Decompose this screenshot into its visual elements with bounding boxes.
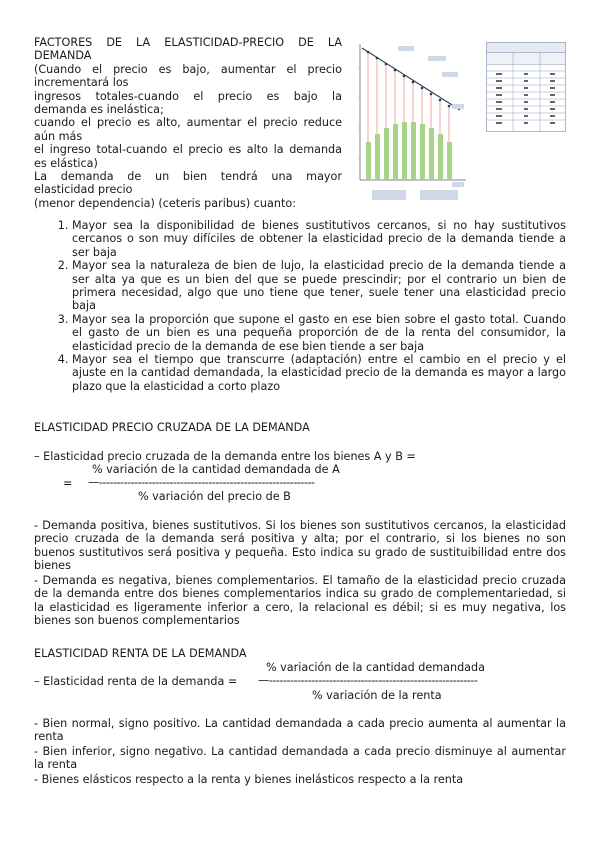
cross-elasticity-numerator: % variación de la cantidad demandada de A bbox=[92, 463, 340, 476]
list-item: 3. Mayor sea la proporción que supone el gasto en ese bien sobre el gasto total. Cuando el gasto de un bien es una pequeña proporción de de la renta del consumidor, la elasticidad precio de la demanda de ese bien tiende a ser baja bbox=[72, 313, 566, 353]
cross-elasticity-fraction-bar: —------------------------------------------------------------- bbox=[88, 476, 315, 489]
list-item: 1. Mayor sea la disponibilidad de bienes sustitutivos cercanos, si no hay sustitutivos cercanos o son muy difíciles de obtener la elasticidad precio de la demanda tiende a ser baja bbox=[72, 219, 566, 259]
income-elasticity-formula-label: – Elasticidad renta de la demanda = bbox=[34, 675, 238, 688]
cross-substitutes-paragraph: - Demanda positiva, bienes sustitutivos. Si los bienes son sustitutivos cercanos, la elasticidad precio cruzada de la demanda será positiva y alta; por el contrario, si los bienes no son buenos sustitutivos será positiva y pequeña. Esto indica su grado de sustituibilidad entre dos bienes bbox=[34, 519, 566, 573]
elasticity-table-thumbnail bbox=[486, 42, 566, 132]
section1-intro-block bbox=[34, 36, 342, 210]
intro-line-2: incrementará los bbox=[34, 76, 129, 90]
intro-line-5: cuando el precio es alto, aumentar el precio reduce bbox=[34, 116, 342, 130]
cross-elasticity-denominator: % variación del precio de B bbox=[138, 490, 291, 503]
list-item: 2. Mayor sea la naturaleza de bien de lujo, la elasticidad precio de la demanda tiende a ser alta ya que es un bien del que se puede prescindir; por el contrario un bien de primera necesidad, algo que uno tiene que tener, suele tener una elasticidad precio baja bbox=[72, 259, 566, 313]
intro-line-6: aún más bbox=[34, 129, 83, 143]
income-elasticity-numerator: % variación de la cantidad demandada bbox=[266, 661, 485, 674]
intro-line-4: demanda es inelástica; bbox=[34, 103, 164, 117]
income-elasticity-denominator: % variación de la renta bbox=[312, 689, 442, 702]
intro-line-3: ingresos totales-cuando el precio es bajo la bbox=[34, 89, 342, 103]
elasticity-figure bbox=[348, 38, 472, 204]
income-elasticity-fraction-bar: —----------------------------------------------------------- bbox=[258, 674, 478, 687]
intro-line-10: elasticidad precio bbox=[34, 183, 133, 197]
income-elastic-goods: - Bienes elásticos respecto a la renta y bienes inelásticos respecto a la renta bbox=[34, 773, 464, 786]
income-inferior-good: - Bien inferior, signo negativo. La cantidad demandada a cada precio disminuye al aumentar la renta bbox=[34, 745, 566, 772]
section1-title-line1: FACTORES DE LA ELASTICIDAD-PRECIO DE LA bbox=[34, 36, 342, 49]
intro-line-11: (menor dependencia) (ceteris paribus) cuanto: bbox=[34, 196, 296, 210]
intro-line-8: es elástica) bbox=[34, 156, 98, 170]
cross-elasticity-formula-label: – Elasticidad precio cruzada de la demanda entre los bienes A y B = bbox=[34, 450, 416, 463]
elasticity-factors-list bbox=[34, 219, 566, 393]
intro-line-1: (Cuando el precio es bajo, aumentar el precio bbox=[34, 62, 342, 76]
intro-line-7: el ingreso total-cuando el precio es alto la demanda bbox=[34, 143, 342, 157]
income-normal-good: - Bien normal, signo positivo. La cantidad demandada a cada precio aumenta al aumentar la renta bbox=[34, 717, 566, 744]
cross-complements-paragraph: - Demanda es negativa, bienes complementarios. El tamaño de la elasticidad precio cruzada de la demanda entre dos bienes complementarios indica su grado de complementariedad, si la elasticidad es ligeramente inferior a cero, la relacional es débil; si es muy negativa, los bienes son buenos complementarios bbox=[34, 574, 566, 628]
section2-title: ELASTICIDAD PRECIO CRUZADA DE LA DEMANDA bbox=[34, 421, 310, 434]
intro-line-9: La demanda de un bien tendrá una mayor bbox=[34, 170, 342, 184]
cross-elasticity-equals: = bbox=[63, 477, 73, 490]
section3-title: ELASTICIDAD RENTA DE LA DEMANDA bbox=[34, 647, 247, 660]
list-item: 4. Mayor sea el tiempo que transcurre (adaptación) entre el cambio en el precio y el ajuste en la cantidad demandada, la elasticidad precio de la demanda es mayor a largo plazo que la elasticidad a corto plazo bbox=[72, 353, 566, 393]
section1-title-line2: DEMANDA bbox=[34, 49, 92, 63]
